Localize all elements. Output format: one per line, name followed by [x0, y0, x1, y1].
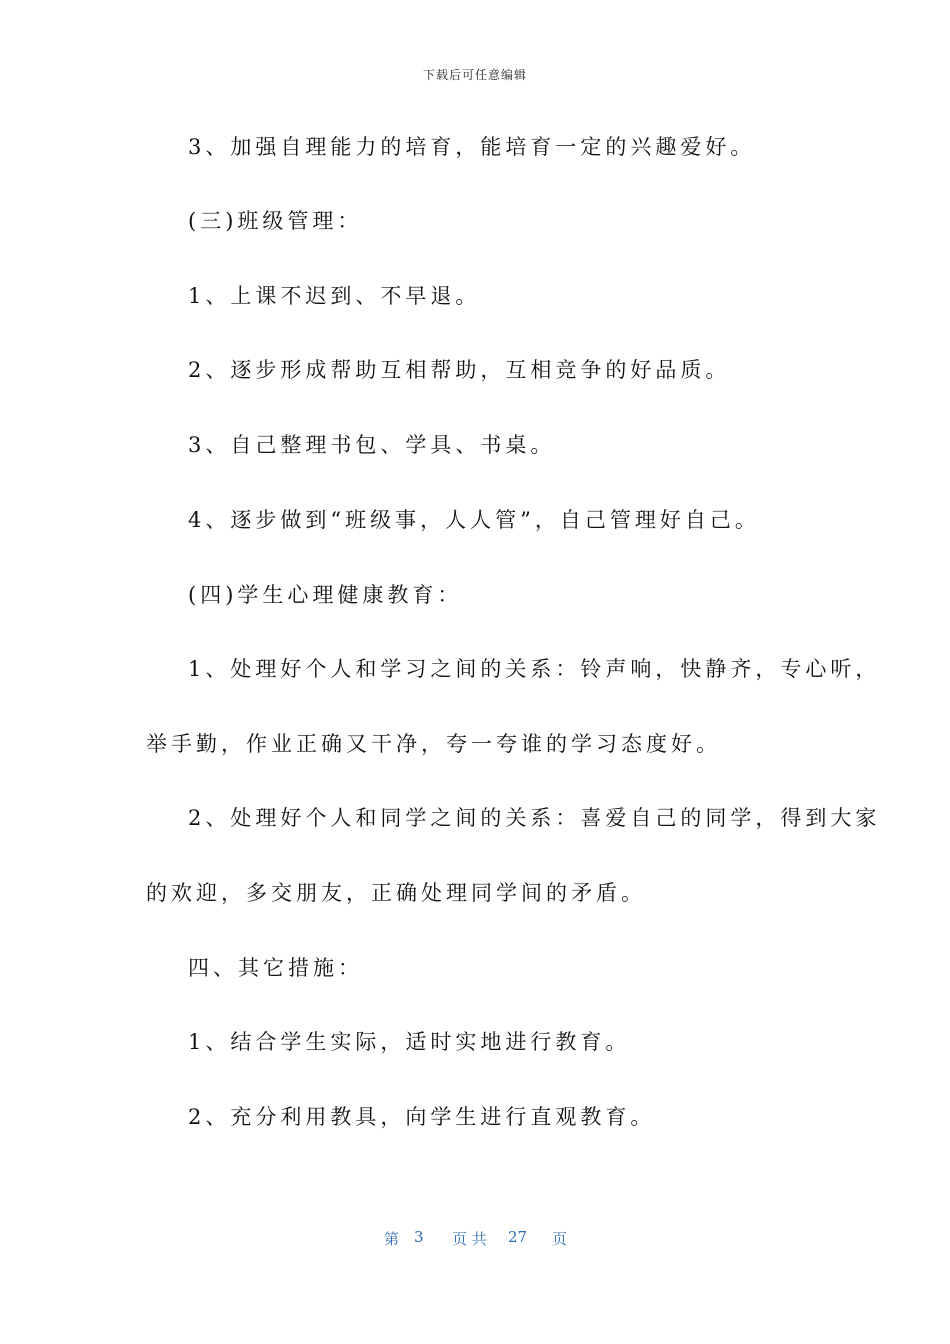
section-heading: 四、其它措施： — [188, 956, 363, 980]
footer-suffix: 页 — [552, 1230, 568, 1248]
footer-prefix: 第 — [384, 1230, 400, 1248]
section-heading: (四)学生心理健康教育： — [188, 583, 463, 607]
body-line: 3、加强自理能力的培育，能培育一定的兴趣爱好。 — [188, 135, 756, 159]
body-line: 4、逐步做到“班级事，人人管”，自己管理好自己。 — [188, 508, 760, 532]
header-note: 下载后可任意编辑 — [422, 68, 527, 82]
body-line: 2、逐步形成帮助互相帮助，互相竞争的好品质。 — [188, 358, 731, 382]
page-footer — [0, 1228, 950, 1252]
footer-middle: 页 共 — [452, 1230, 487, 1248]
body-line: 2、处理好个人和同学之间的关系：喜爱自己的同学，得到大家 — [188, 806, 881, 830]
body-line: 3、自己整理书包、学具、书桌。 — [188, 433, 556, 457]
body-line: 1、上课不迟到、不早退。 — [188, 284, 481, 308]
body-line-continued: 的欢迎，多交朋友，正确处理同学间的矛盾。 — [146, 881, 646, 905]
footer-total-pages: 27 — [508, 1228, 528, 1246]
body-line: 1、结合学生实际，适时实地进行教育。 — [188, 1030, 631, 1054]
body-line: 2、充分利用教具，向学生进行直观教育。 — [188, 1105, 656, 1129]
section-heading: (三)班级管理： — [188, 209, 363, 233]
body-line: 1、处理好个人和学习之间的关系：铃声响，快静齐，专心听， — [188, 657, 881, 681]
footer-current-page: 3 — [414, 1228, 424, 1246]
body-line-continued: 举手勤，作业正确又干净，夸一夸谁的学习态度好。 — [146, 732, 721, 756]
